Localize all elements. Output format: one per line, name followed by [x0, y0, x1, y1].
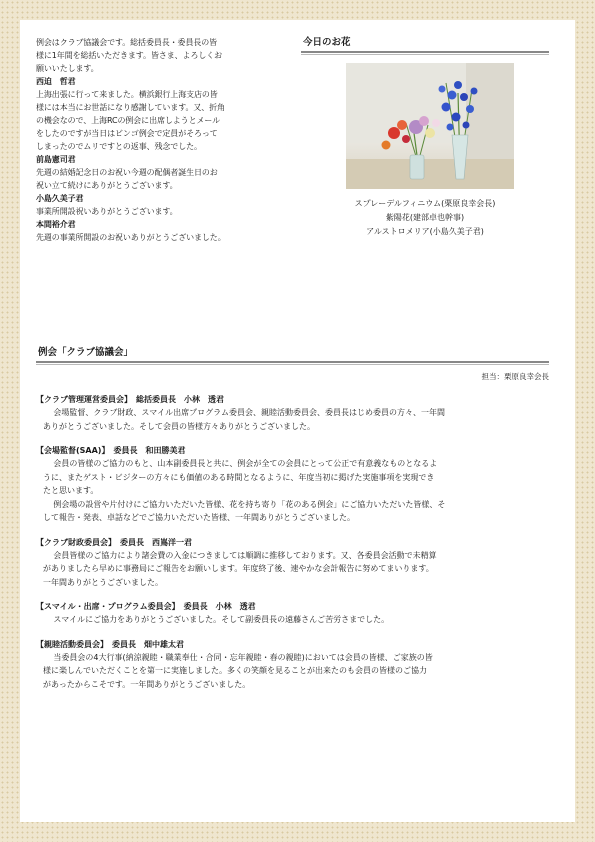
message-block — [36, 153, 286, 192]
report-line: 会員皆様のご協力により諸会費の入金につきましては順調に推移しております。又、各委員会活動で未精算 — [53, 550, 437, 560]
committee-heading: 【会場監督(SAA)】 委員長 和田勝美君 — [36, 446, 186, 455]
report-line: 例会場の設営や片付けにご協力いただいた皆様、花を持ち寄り「花のある例会」にご協力いただいた皆様、そ — [53, 499, 446, 509]
message-block — [36, 218, 286, 244]
charge-note: 担当：栗原良幸会長 — [481, 372, 549, 381]
report-line: 様に楽しんでいただくことを第一に実施しました。多くの笑顔を見ることが出来たのも会員の皆様のご協力 — [43, 666, 427, 675]
report-paragraph — [36, 613, 549, 627]
committee-heading: 【スマイル・出席・プログラム委員会】 委員長 小林 透君 — [36, 602, 256, 611]
report-line: があったからこそです。一年間ありがとうございました。 — [43, 679, 251, 689]
report-paragraph — [36, 549, 549, 590]
message-line: 先週の事業所開設のお祝いありがとうございました。 — [36, 233, 226, 242]
member-name: 小島久美子君 — [36, 194, 84, 203]
committee-report — [36, 393, 549, 433]
committee-report — [36, 536, 549, 590]
report-line: ありがとうございました。そして会員の皆様方々ありがとうございました。 — [43, 421, 315, 431]
flower-caption: スプレーデルフィニウム(栗原良幸会長) — [354, 199, 496, 208]
flower-arrangement-illustration — [346, 63, 514, 189]
section-title: 例会「クラブ協議会」 — [38, 347, 134, 358]
report-line: して報告・発表、卓話などでご協力いただいた皆様、一年間ありがとうございました。 — [43, 513, 355, 522]
report-line: 当委員会の4大行事(納涼親睦・職業奉仕・合同・忘年親睦・春の親睦)においては会員の皆様、ご家族の皆 — [53, 652, 433, 662]
member-name: 前島憲司君 — [36, 155, 76, 164]
title-rule — [301, 51, 549, 53]
title-rule-thin — [301, 54, 549, 55]
message-line: をしたのですが当日はビンゴ例会で定員がそろって — [36, 129, 218, 138]
flower-caption: アルストロメリア(小島久美子君) — [366, 227, 484, 236]
message-line: 先週の結婚記念日のお祝い今週の配偶者誕生日のお — [36, 168, 218, 177]
flowers-title: 今日のお花 — [303, 37, 351, 48]
flower-captions — [301, 197, 549, 239]
message-line: 上海出張に行って来ました。横浜銀行上海支店の皆 — [36, 90, 218, 99]
club-council-section — [36, 346, 549, 691]
report-line: たと思います。 — [43, 486, 99, 495]
flower-caption: 紫陽花(建部卓也幹事) — [385, 213, 465, 222]
committee-heading: 【親睦活動委員会】 委員長 畑中雄太君 — [36, 639, 184, 649]
report-paragraph — [36, 406, 549, 433]
committee-report — [36, 638, 549, 692]
message-line: しまったのでムリですとの返事、残念でした。 — [36, 142, 202, 151]
report-line: 一年間ありがとうございました。 — [43, 577, 163, 587]
intro-paragraph — [36, 36, 286, 75]
committee-heading: 【クラブ財政委員会】 委員長 西嶌洋一君 — [36, 537, 192, 547]
committee-report — [36, 600, 549, 627]
intro-line: 願いいたします。 — [36, 64, 99, 73]
member-name: 本間裕介君 — [36, 220, 76, 229]
section-rule — [36, 361, 549, 363]
message-block — [36, 192, 286, 218]
member-messages-column — [36, 36, 286, 244]
message-block — [36, 75, 286, 153]
message-line: 祝い立て続けにありがとうございます。 — [36, 181, 178, 190]
newsletter-page — [20, 20, 575, 822]
message-line: の機会なので、上海RCの例会に出席しようとメール — [36, 116, 221, 125]
report-line: 会場監督、クラブ財政、スマイル出席プログラム委員会、親睦活動委員会、委員長はじめ委員の方々、一年間 — [53, 408, 445, 417]
report-paragraph — [36, 498, 549, 525]
report-line: スマイルにご協力をありがとうございました。そして副委員長の遠藤さんご苦労さまでした。 — [53, 615, 390, 624]
report-line: うに、またゲスト・ビジターの方々にも価値のある時間となるように、年度当初に掲げた実施事項を実現でき — [43, 472, 435, 482]
section-rule-thin — [36, 364, 549, 365]
report-line: 会員の皆様のご協力のもと、山本副委員長と共に、例会が全ての会員にとって公正で有意義なものとなるよ — [53, 459, 438, 468]
report-paragraph — [36, 457, 549, 498]
report-line: がありましたら早めに事務局にご報告をお願いします。年度終了後、速やかな会計報告に努めてまいります。 — [43, 564, 434, 573]
report-paragraph — [36, 651, 549, 692]
todays-flowers-section — [301, 36, 549, 239]
message-line: 様には本当にお世話になり感謝しています。又、折角 — [36, 103, 225, 112]
committee-report — [36, 444, 549, 525]
committee-heading: 【クラブ管理運営委員会】 総括委員長 小林 透君 — [36, 395, 224, 404]
intro-line: 様に1年間を総括いただきます。皆さま、よろしくお — [36, 51, 223, 60]
flower-photo — [346, 63, 514, 189]
intro-line: 例会はクラブ協議会です。総括委員長・委員長の皆 — [36, 38, 218, 47]
member-name: 西迫 哲君 — [36, 77, 76, 86]
message-line: 事業所開設祝いありがとうございます。 — [36, 207, 178, 216]
